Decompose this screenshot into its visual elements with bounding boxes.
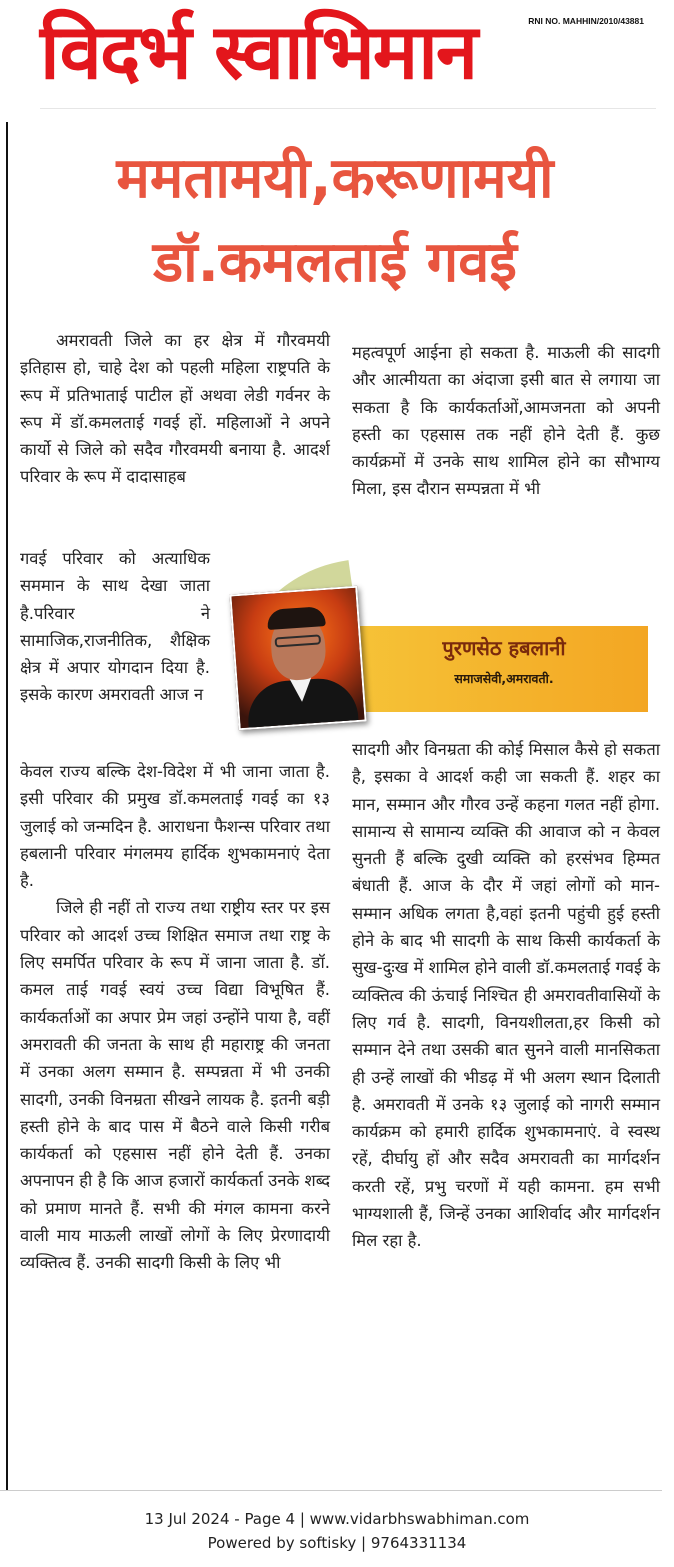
article-headline [30, 140, 640, 302]
column-1-top [20, 327, 330, 491]
paragraph: गवई परिवार को अत्याधिक सममान के साथ देखा जाता है.परिवार ने सामाजिक,राजनीतिक, शैक्षिक क्षेत्र में अपार योगदान दिया है. इसके कारण अमरावती आज न [20, 549, 210, 705]
author-name: पुरणसेठ हबलानी [442, 636, 566, 660]
author-portrait-icon [229, 586, 366, 731]
headline-line-2: डॉ.कमलताई गवई [153, 230, 517, 295]
newspaper-title: विदर्भ स्वाभिमान [40, 7, 477, 96]
masthead [0, 0, 674, 112]
article-left-border [6, 122, 8, 1490]
author-role: समाजसेवी,अमरावती. [454, 671, 554, 686]
headline-line-1: ममतामयी,करूणामयी [116, 146, 554, 211]
rni-number: RNI NO. MAHHIN/2010/43881 [528, 16, 644, 26]
paragraph: केवल राज्य बल्कि देश-विदेश में भी जाना जाता है. इसी परिवार की प्रमुख डॉ.कमलताई गवई का १३ जुलाई को जन्मदिन है. आराधना फैशन्स परिवार तथा हबलानी परिवार मंगलमय हार्दिक शुभकामनाएं देता है. [20, 762, 330, 891]
paragraph: जिले ही नहीं तो राज्य तथा राष्ट्रीय स्तर पर इस परिवार को आदर्श उच्च शिक्षित समाज तथा राष्ट्र के लिए समर्पित परिवार के रूप में जाना जाता है. डॉ. कमल ताई गवई स्वयं उच्च विद्या विभूषित हैं. कार्यकर्ताओं का अपार प्रेम जहां उन्होंने पाया है, वहीं अमरावती की जनता के साथ ही महाराष्ट्र की जनता में उनका अलग सम्मान है. सम्पन्नता में भी उनकी सादगी, उनकी विनम्रता सीखने लायक है. इतनी बड़ी हस्ती होने के बाद पास में बैठने वाले किसी गरीब कार्यकर्ता को एहसास नहीं होने देती हैं. उनका अपनापन ही है कि आज हजारों कार्यकर्ता उनके शब्द को प्रमाण मानते हैं. सभी की मंगल कामना करने वाली माय माऊली लाखों लोगों के लिए प्रेरणादायी व्यक्तित्व हैं. उनकी सादगी किसी के लिए भी [20, 898, 330, 1273]
column-1-rest [20, 758, 330, 1277]
column-2-top [352, 339, 660, 503]
footer-date-page: 13 Jul 2024 - Page 4 | www.vidarbhswabhiman.com [144, 1510, 530, 1528]
column-2-bottom [352, 736, 660, 1255]
masthead-divider [40, 108, 656, 109]
paragraph: अमरावती जिले का हर क्षेत्र में गौरवमयी इतिहास हो, चाहे देश को पहली महिला राष्ट्रपति के रूप में प्रतिभाताई पाटील हों अथवा लेडी गर्वनर के रूप में डॉ.कमलताई गवई हों. महिलाओं ने अपने कार्यो से जिले को सदैव गौरवमयी बनाया है. आदर्श परिवार के रूप में दादासाहब [20, 331, 330, 487]
footer-divider [0, 1490, 662, 1491]
paragraph: महत्वपूर्ण आईना हो सकता है. माऊली की सादगी और आत्मीयता का अंदाजा इसी बात से लगाया जा सकता है कि कार्यकर्ताओं,आमजनता को अपनी हस्ती का एहसास तक नहीं होने देती हैं. कुछ कार्यक्रमों में उनके साथ शामिल होने का सौभाग्य मिला, इस दौरान सम्पन्नता में भी [352, 343, 660, 499]
paragraph: सादगी और विनम्रता की कोई मिसाल कैसे हो सकता है, इसका वे आदर्श कही जा सकती हैं. शहर का मान, सम्मान और गौरव उन्हें कहना गलत नहीं होगा. सामान्य से सामान्य व्यक्ति की आवाज को न केवल सुनती हैं बल्कि दुखी व्यक्ति को हरसंभव हिम्मत बंधाती हैं. आज के दौर में जहां लोगों को मान-सम्मान अधिक लगता है,वहां इतनी पहुंची हुई हस्ती होने के बाद भी सादगी के साथ किसी कार्यकर्ता के सुख-दुःख में शामिल होने वाली डॉ.कमलताई गवई के व्यक्तित्व की ऊंचाई निश्चित ही अमरावतीवासियों के लिए गर्व है. सादगी, विनयशीलता,हर किसी को सम्मान देने तथा उसकी बात सुनने वाली मानसिकता ही उन्हें लाखों की भीडढ़ में भी अलग स्थान दिलाती है. अमरावती में उनके १३ जुलाई को नागरी सम्मान कार्यक्रम को हमारी हार्दिक शुभकामनाएं. वे स्वस्थ रहें, दीर्घायु हों और सदैव अमरावती का मार्गदर्शन करती रहें, प्रभु चरणों में यही कामना. हम सभी भाग्यशाली हैं, जिन्हें उनका आशिर्वाद और मार्गदर्शन मिल रहा है. [352, 740, 660, 1251]
author-byline [214, 568, 660, 730]
footer-powered-by: Powered by softisky | 9764331134 [207, 1534, 467, 1552]
column-1-wrap [20, 545, 210, 709]
